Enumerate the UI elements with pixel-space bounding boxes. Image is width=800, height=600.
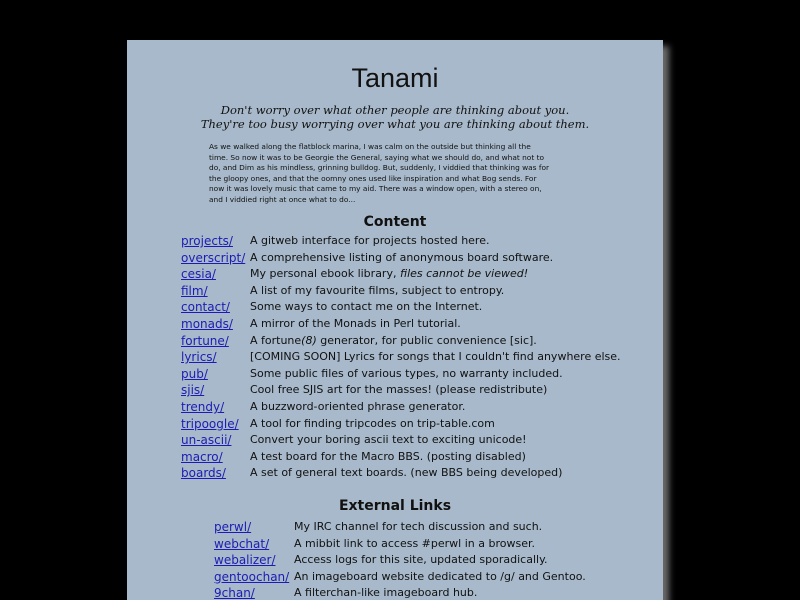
link-un-ascii[interactable]: un-ascii/ xyxy=(181,433,232,448)
link-perwl[interactable]: perwl/ xyxy=(214,520,252,534)
link-description: My personal ebook library, files cannot be viewed! xyxy=(250,267,529,281)
link-description: A list of my favourite films, subject to entropy. xyxy=(250,283,505,297)
intro-line: time. So now it was to be Georgie the General, saying what we should do, and what not to xyxy=(209,152,544,162)
link-description: Cool free SJIS art for the masses! (please redistribute) xyxy=(250,383,548,397)
link-sjis[interactable]: sjis/ xyxy=(181,383,205,398)
content-heading: Content xyxy=(363,214,427,230)
link-film[interactable]: film/ xyxy=(181,283,208,298)
external-links-heading: External Links xyxy=(338,498,452,514)
link-description: A buzzword-oriented phrase generator. xyxy=(250,399,466,413)
page-title: Tanami xyxy=(351,63,439,93)
list-item xyxy=(181,349,651,366)
link-description: A mibbit link to access #perwl in a browser. xyxy=(294,536,535,550)
link-description: Some public files of various types, no warranty included. xyxy=(250,366,563,380)
link-description: A gitweb interface for projects hosted here. xyxy=(250,234,490,247)
link-description: Access logs for this site, updated sporadically. xyxy=(294,553,548,567)
emphasis-text: files cannot be viewed! xyxy=(399,267,529,281)
link-boards[interactable]: boards/ xyxy=(181,466,226,481)
link-fortune[interactable]: fortune/ xyxy=(181,333,229,348)
link-trendy[interactable]: trendy/ xyxy=(181,399,225,414)
link-lyrics[interactable]: lyrics/ xyxy=(181,350,217,365)
link-description: A filterchan-like imageboard hub. xyxy=(294,586,478,600)
link-description: A comprehensive listing of anonymous board software. xyxy=(250,250,554,264)
link-gentoochan[interactable]: gentoochan/ xyxy=(214,569,290,584)
list-item xyxy=(181,382,651,399)
list-item xyxy=(214,519,654,536)
list-item xyxy=(181,449,651,466)
list-item xyxy=(214,552,654,569)
quote-line: They're too busy worrying over what you are thinking about them. xyxy=(200,117,590,131)
link-macro[interactable]: macro/ xyxy=(181,449,223,464)
link-cesia[interactable]: cesia/ xyxy=(181,267,216,282)
emphasis-text: (8) xyxy=(301,333,317,347)
list-item xyxy=(214,536,654,553)
list-item xyxy=(214,569,654,586)
link-webalizer[interactable]: webalizer/ xyxy=(214,553,276,568)
list-item xyxy=(181,283,651,300)
list-item xyxy=(181,299,651,316)
link-tripoogle[interactable]: tripoogle/ xyxy=(181,416,239,431)
link-description: An imageboard website dedicated to /g/ and Gentoo. xyxy=(294,569,586,583)
link-description: A tool for finding tripcodes on trip-table.com xyxy=(250,416,495,430)
list-item xyxy=(181,432,651,449)
intro-line: now it was lovely music that came to my aid. There was a window open, with a stereo on, xyxy=(209,184,542,193)
main-panel xyxy=(127,40,663,600)
link-webchat[interactable]: webchat/ xyxy=(214,536,270,551)
list-item xyxy=(181,233,651,250)
list-item xyxy=(181,266,651,283)
link-pub[interactable]: pub/ xyxy=(181,366,208,381)
intro-line: As we walked along the flatblock marina, I was calm on the outside but thinking all the xyxy=(209,142,531,151)
list-item xyxy=(181,333,651,350)
link-description: [COMING SOON] Lyrics for songs that I couldn't find anywhere else. xyxy=(250,350,621,364)
link-description: A set of general text boards. (new BBS being developed) xyxy=(250,466,563,480)
external-links-list xyxy=(214,519,654,600)
link-9chan[interactable]: 9chan/ xyxy=(214,586,255,600)
link-description: Convert your boring ascii text to exciting unicode! xyxy=(250,433,527,447)
link-description: A mirror of the Monads in Perl tutorial. xyxy=(250,316,461,330)
intro-line: and I viddied right at once what to do... xyxy=(209,194,356,204)
link-description: A test board for the Macro BBS. (posting disabled) xyxy=(250,449,526,463)
link-projects[interactable]: projects/ xyxy=(181,234,233,248)
link-overscript[interactable]: overscript/ xyxy=(181,250,246,265)
list-item xyxy=(181,366,651,383)
tagline-quote xyxy=(127,103,663,131)
link-description: My IRC channel for tech discussion and such. xyxy=(294,520,543,533)
link-contact[interactable]: contact/ xyxy=(181,300,230,315)
link-description: Some ways to contact me on the Internet. xyxy=(250,300,483,314)
intro-paragraph xyxy=(209,142,589,205)
list-item xyxy=(181,250,651,267)
list-item xyxy=(181,316,651,333)
content-list xyxy=(181,233,651,482)
list-item xyxy=(214,585,654,600)
intro-line: do, and Dim as his mindless, grinning bulldog. But, suddenly, I viddied that thinking was for xyxy=(209,163,550,172)
link-description: A fortune(8) generator, for public convenience [sic]. xyxy=(250,333,537,347)
link-monads[interactable]: monads/ xyxy=(181,316,233,331)
list-item xyxy=(181,416,651,433)
quote-line: Don't worry over what other people are thinking about you. xyxy=(220,103,570,117)
list-item xyxy=(181,399,651,416)
list-item xyxy=(181,465,651,482)
intro-line: the gloopy ones, and that the oomny ones used like inspiration and what Bog sends. For xyxy=(209,173,537,183)
